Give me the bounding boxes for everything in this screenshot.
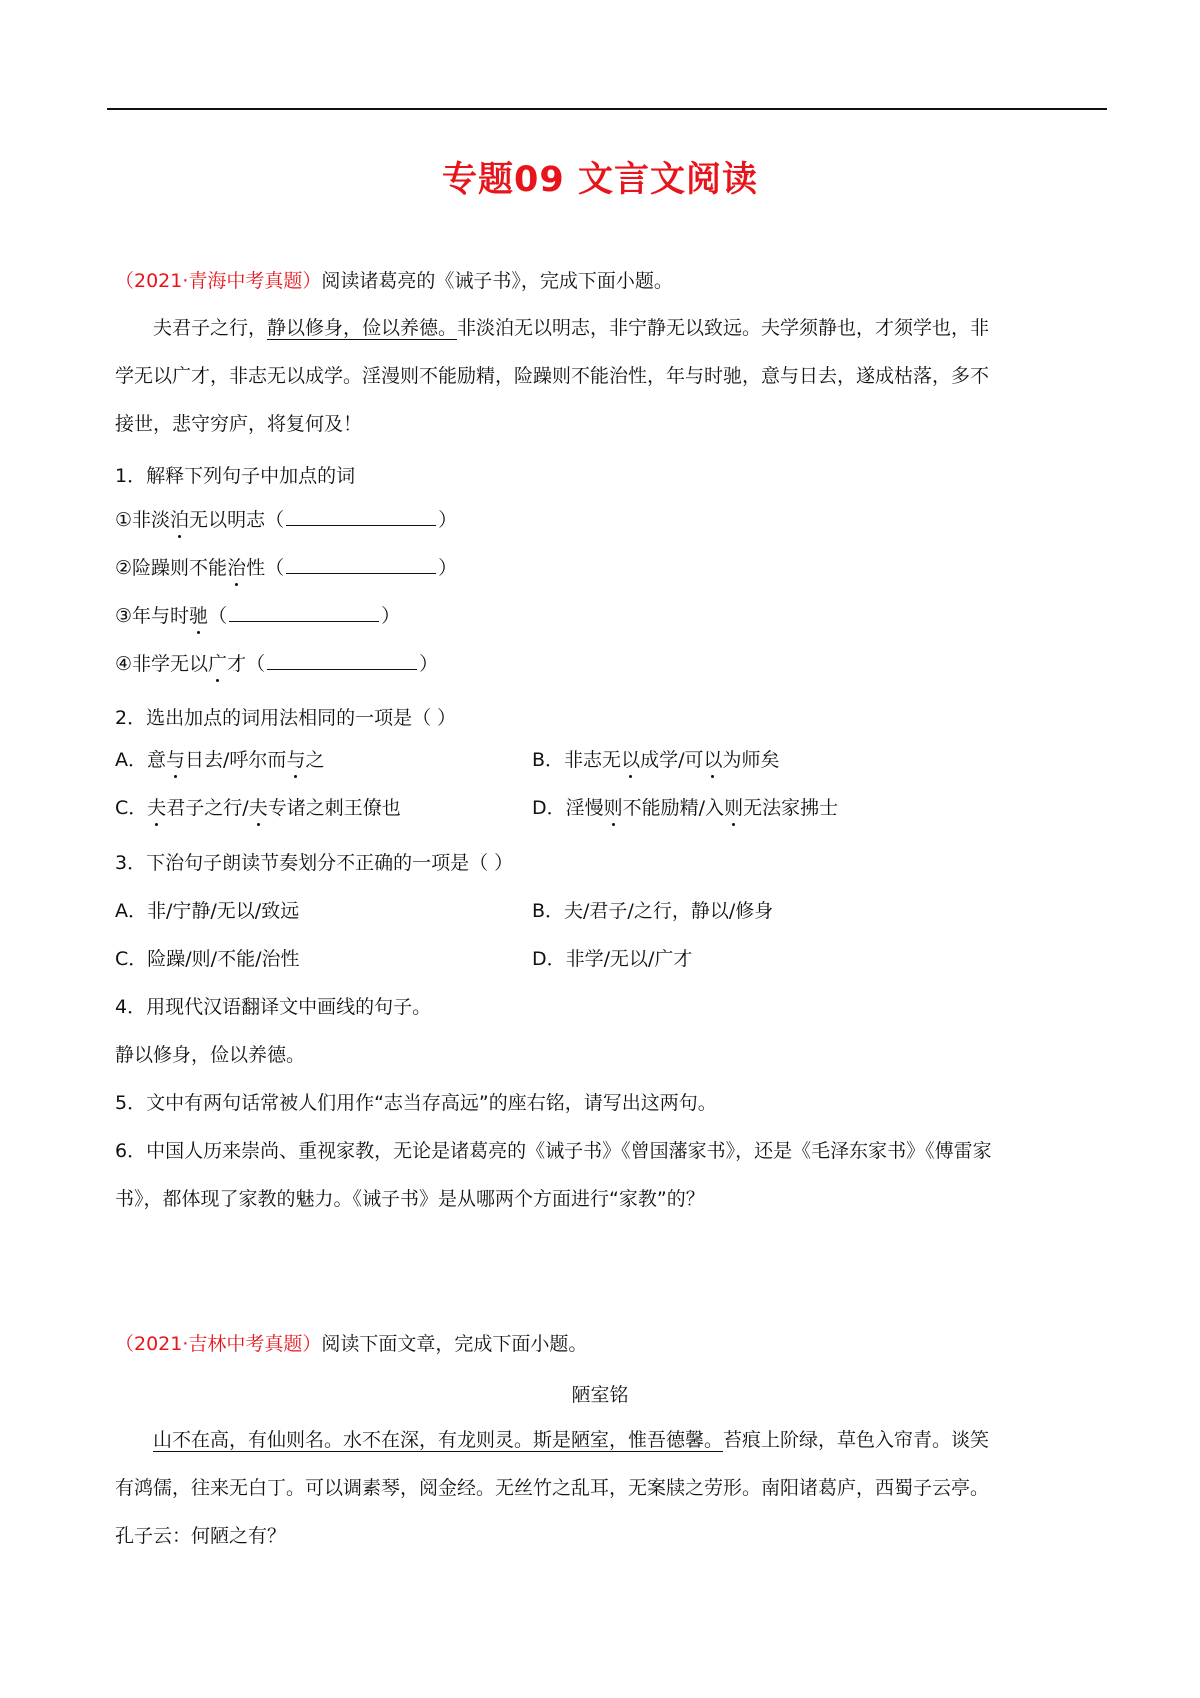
section1-passage: [115, 304, 1097, 352]
q1-item-4-end: ）: [419, 653, 439, 675]
q1-item-2-dotted-word: 治: [227, 557, 247, 579]
passage-line2: 学无以广才，非志无以成学。淫漫则不能励精，险躁则不能治性，年与时驰，意与日去，遂成枯落，多不: [115, 365, 990, 387]
q2-d-part: 不能励精/入: [622, 797, 725, 819]
q2-stem: 2．选出加点的词用法相同的一项是（ ）: [115, 707, 457, 729]
q1-item-4-pre: ④非学无以: [115, 653, 209, 675]
passage-line1-rest: 非淡泊无以明志，非宁静无以致远。夫学须静也，才须学也，非: [457, 317, 990, 339]
q1-item-1-pre: ①非淡: [115, 509, 171, 531]
q2-d-label: D．: [532, 797, 566, 819]
q1-item-3-dotted-word: 驰: [189, 605, 209, 627]
q4-sentence: 静以修身，俭以养德。: [115, 1044, 306, 1066]
q2-d-part: 淫慢: [565, 797, 604, 819]
q1-item-4: [115, 649, 438, 677]
section2-passage-line2: 有鸿儒，往来无白丁。可以调素琴，阅金经。无丝竹之乱耳，无案牍之劳形。南阳诸葛庐，西蜀子云亭。: [115, 1477, 990, 1499]
q1-item-2: [115, 553, 457, 581]
answer-blank[interactable]: [267, 649, 417, 670]
q2-c-part: 专诸之刺王僚也: [267, 797, 401, 819]
page-title: 专题09 文言文阅读: [442, 160, 758, 200]
q6-stem-line1: 6．中国人历来崇尚、重视家教，无论是诸葛亮的《诫子书》《曾国藩家书》，还是《毛泽东家书》《傅雷家: [115, 1140, 992, 1162]
q2-a-part: 之: [305, 749, 325, 771]
passage-start: 夫君子之行，: [153, 317, 268, 339]
q1-stem: 1．解释下列句子中加点的词: [115, 465, 356, 487]
section2-line1-rest: 苔痕上阶绿，草色入帘青。谈笑: [723, 1429, 990, 1451]
header-rule: [107, 108, 1107, 110]
q2-a-dotted-2: 与: [286, 749, 306, 771]
answer-blank[interactable]: [229, 601, 379, 622]
q1-item-1-post: 无以明志（: [189, 509, 285, 531]
q5-stem: 5．文中有两句话常被人们用作“志当存高远”的座右铭，请写出这两句。: [115, 1092, 717, 1114]
section2-passage-title: 陋室铭: [571, 1384, 629, 1406]
q1-item-1-dotted-word: 泊: [170, 509, 190, 531]
q2-option-a: [115, 747, 324, 773]
q1-item-2-end: ）: [438, 557, 458, 579]
q1-item-2-post: 性（: [246, 557, 285, 579]
q1-item-2-pre: ②险躁则不能: [115, 557, 228, 579]
section2-underlined: 山不在高，有仙则名。水不在深，有龙则灵。斯是陋室，惟吾德馨。: [153, 1429, 724, 1451]
q2-b-label: B．: [532, 749, 565, 771]
q2-d-dotted-2: 则: [724, 797, 744, 819]
q3-option-a: A．非/宁静/无以/致远: [115, 900, 300, 922]
q2-d-dotted-1: 则: [603, 797, 623, 819]
section2-passage-line3: 孔子云：何陋之有？: [115, 1525, 287, 1547]
q2-a-part: 意: [147, 749, 167, 771]
q1-item-3-post: （: [208, 605, 228, 627]
q1-item-4-dotted-word: 广: [208, 653, 228, 675]
passage-underlined-sentence: 静以修身，俭以养德。: [267, 317, 458, 339]
passage-line3: 接世，悲守穷庐，将复何及！: [115, 413, 363, 435]
q2-option-d: [532, 795, 838, 821]
q2-b-part: 成学/可: [640, 749, 704, 771]
q2-c-label: C．: [115, 797, 148, 819]
q2-a-label: A．: [115, 749, 147, 771]
q1-item-1: [115, 505, 457, 533]
section2-source: （2021·吉林中考真题）: [115, 1333, 322, 1355]
q2-b-part: 非志无: [564, 749, 622, 771]
q2-b-dotted-2: 以: [703, 749, 723, 771]
q2-b-part: 为师矣: [722, 749, 780, 771]
q2-c-part: 君子之行/: [166, 797, 249, 819]
q3-option-d: D．非学/无以/广才: [532, 948, 693, 970]
q2-option-c: [115, 795, 401, 821]
q2-d-part: 无法家拂士: [743, 797, 839, 819]
q2-a-dotted-1: 与: [166, 749, 186, 771]
section2-prompt: 阅读下面文章，完成下面小题。: [321, 1333, 588, 1355]
answer-blank[interactable]: [286, 505, 436, 526]
q1-item-3-pre: ③年与时: [115, 605, 190, 627]
q3-stem: 3．下治句子朗读节奏划分不正确的一项是（ ）: [115, 852, 514, 874]
q2-c-dotted-1: 夫: [147, 797, 167, 819]
section2-heading: [115, 1331, 587, 1357]
q1-item-3-end: ）: [381, 605, 401, 627]
q4-stem: 4．用现代汉语翻译文中画线的句子。: [115, 996, 432, 1018]
q2-option-b: [532, 747, 780, 773]
section1-prompt: 阅读诸葛亮的《诫子书》，完成下面小题。: [321, 270, 673, 292]
q2-a-part: 日去/呼尔而: [185, 749, 287, 771]
q1-item-4-post: 才（: [227, 653, 266, 675]
section2-passage-line1: [115, 1416, 1097, 1464]
q2-b-dotted-1: 以: [621, 749, 641, 771]
q3-option-b: B．夫/君子/之行，静以/修身: [532, 900, 774, 922]
answer-blank[interactable]: [286, 553, 436, 574]
section1-source: （2021·青海中考真题）: [115, 270, 322, 292]
section1-heading: [115, 268, 673, 294]
q2-c-dotted-2: 夫: [248, 797, 268, 819]
q6-stem-line2: 书》，都体现了家教的魅力。《诫子书》是从哪两个方面进行“家教”的？: [115, 1188, 705, 1210]
q3-option-c: C．险躁/则/不能/治性: [115, 948, 300, 970]
q1-item-1-end: ）: [438, 509, 458, 531]
q1-item-3: [115, 601, 400, 629]
